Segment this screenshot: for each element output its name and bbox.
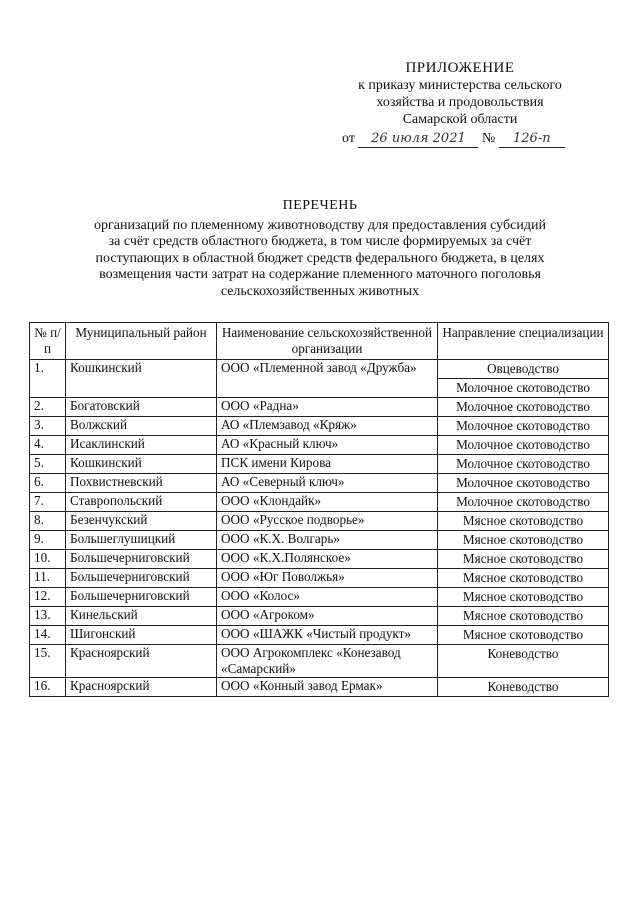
table-row (30, 626, 609, 645)
table-row (30, 493, 609, 512)
row-specialization (438, 512, 609, 531)
row-organization: ООО «Агроком» (217, 607, 438, 626)
row-specialization (438, 588, 609, 607)
row-organization: ООО Агрокомплекс «Конезавод «Самарский» (217, 645, 438, 678)
specialization-value: Молочное скотоводство (456, 399, 590, 414)
table-row (30, 645, 609, 678)
title-line-4: возмещения части затрат на содержание племенного маточного поголовья (99, 267, 541, 282)
table-row (30, 474, 609, 493)
table-header-row (30, 323, 609, 360)
specialization-value: Молочное скотоводство (456, 494, 590, 509)
row-number: 7. (30, 493, 66, 512)
table-row (30, 398, 609, 417)
row-specialization (438, 645, 609, 678)
specialization-value: Молочное скотоводство (456, 418, 590, 433)
table-row (30, 436, 609, 455)
specialization-value: Мясное скотоводство (462, 589, 584, 604)
specialization-value: Молочное скотоводство (456, 456, 590, 471)
specialization-value: Мясное скотоводство (462, 551, 584, 566)
appendix-header (330, 60, 590, 148)
row-number: 16. (30, 678, 66, 697)
row-district: Красноярский (66, 645, 217, 678)
row-specialization (438, 436, 609, 455)
row-number: 8. (30, 512, 66, 531)
row-organization: ООО «ШАЖК «Чистый продукт» (217, 626, 438, 645)
row-specialization (438, 474, 609, 493)
row-number: 13. (30, 607, 66, 626)
title-line-3: поступающих в областной бюджет средств федерального бюджета, в целях (95, 250, 545, 266)
row-number: 1. (30, 360, 66, 398)
row-specialization (438, 678, 609, 697)
row-number: 2. (30, 398, 66, 417)
row-number: 9. (30, 531, 66, 550)
title-line-1: организаций по племенному животноводству для предоставления субсидий (94, 217, 546, 233)
row-organization: АО «Северный ключ» (217, 474, 438, 493)
table-row (30, 531, 609, 550)
document-title (0, 198, 640, 300)
appendix-line-2: хозяйства и продовольствия (376, 95, 544, 110)
row-number: 6. (30, 474, 66, 493)
from-label: от (342, 131, 355, 146)
row-organization: АО «Племзавод «Кряж» (217, 417, 438, 436)
row-organization: ООО «Клондайк» (217, 493, 438, 512)
specialization-value: Мясное скотоводство (462, 513, 584, 528)
appendix-line-3: Самарской области (402, 112, 518, 127)
row-number: 11. (30, 569, 66, 588)
appendix-line-1: к приказу министерства сельского (358, 78, 562, 93)
row-organization: ПСК имени Кирова (217, 455, 438, 474)
table-row (30, 678, 609, 697)
handwritten-number: 126-п (499, 130, 565, 148)
header-num: № п/п (30, 323, 66, 360)
specialization-value: Мясное скотоводство (462, 627, 584, 642)
row-number: 15. (30, 645, 66, 678)
number-label: № (481, 131, 496, 146)
row-organization: ООО «Юг Поволжья» (217, 569, 438, 588)
row-specialization (438, 531, 609, 550)
specialization-value: Молочное скотоводство (456, 437, 590, 452)
table-row (30, 550, 609, 569)
row-number: 3. (30, 417, 66, 436)
row-district: Ставропольский (66, 493, 217, 512)
row-district: Кошкинский (66, 455, 217, 474)
handwritten-date: 26 июля 2021 (358, 130, 478, 148)
row-specialization (438, 360, 609, 398)
row-specialization (438, 417, 609, 436)
row-district: Безенчукский (66, 512, 217, 531)
table-row (30, 607, 609, 626)
row-district: Красноярский (66, 678, 217, 697)
row-organization: ООО «К.Х.Полянское» (217, 550, 438, 569)
row-district: Исаклинский (66, 436, 217, 455)
table-body (30, 360, 609, 697)
table-row (30, 512, 609, 531)
title-line-5: сельскохозяйственных животных (220, 283, 420, 299)
row-district: Похвистневский (66, 474, 217, 493)
row-number: 10. (30, 550, 66, 569)
organizations-table (29, 322, 609, 697)
row-district: Большеглушицкий (66, 531, 217, 550)
row-number: 14. (30, 626, 66, 645)
table-row (30, 417, 609, 436)
row-district: Шигонский (66, 626, 217, 645)
row-district: Волжский (66, 417, 217, 436)
row-organization: АО «Красный ключ» (217, 436, 438, 455)
appendix-title: ПРИЛОЖЕНИЕ (405, 60, 515, 76)
header-specialization: Направление специализации (438, 323, 609, 360)
specialization-value: Овцеводство (486, 361, 560, 376)
specialization-value: Молочное скотоводство (438, 378, 608, 397)
row-organization: ООО «Конный завод Ермак» (217, 678, 438, 697)
row-district: Кошкинский (66, 360, 217, 398)
table-row (30, 588, 609, 607)
row-organization: ООО «Радна» (217, 398, 438, 417)
specialization-value: Коневодство (487, 679, 559, 694)
title-line-2: за счёт средств областного бюджета, в том числе формируемых за счёт (108, 234, 532, 249)
row-organization: ООО «К.Х. Волгарь» (217, 531, 438, 550)
specialization-value: Коневодство (487, 646, 559, 661)
header-organization: Наименование сельскохозяйственной организации (217, 323, 438, 360)
row-district: Большечерниговский (66, 550, 217, 569)
row-specialization (438, 398, 609, 417)
row-specialization (438, 493, 609, 512)
row-district: Кинельский (66, 607, 217, 626)
row-number: 4. (30, 436, 66, 455)
header-district: Муниципальный район (66, 323, 217, 360)
row-specialization (438, 626, 609, 645)
row-district: Богатовский (66, 398, 217, 417)
row-specialization (438, 569, 609, 588)
table-row (30, 569, 609, 588)
row-specialization (438, 607, 609, 626)
title-heading: ПЕРЕЧЕНЬ (282, 198, 358, 213)
specialization-value: Мясное скотоводство (462, 532, 584, 547)
row-organization: ООО «Русское подворье» (217, 512, 438, 531)
order-line (330, 130, 590, 148)
row-organization: ООО «Племенной завод «Дружба» (217, 360, 438, 398)
row-district: Большечерниговский (66, 569, 217, 588)
table-row (30, 360, 609, 398)
row-specialization (438, 455, 609, 474)
row-district: Большечерниговский (66, 588, 217, 607)
row-specialization (438, 550, 609, 569)
specialization-value: Мясное скотоводство (462, 608, 584, 623)
table-row (30, 455, 609, 474)
row-organization: ООО «Колос» (217, 588, 438, 607)
specialization-value: Мясное скотоводство (462, 570, 584, 585)
specialization-value: Молочное скотоводство (456, 475, 590, 490)
row-number: 5. (30, 455, 66, 474)
row-number: 12. (30, 588, 66, 607)
